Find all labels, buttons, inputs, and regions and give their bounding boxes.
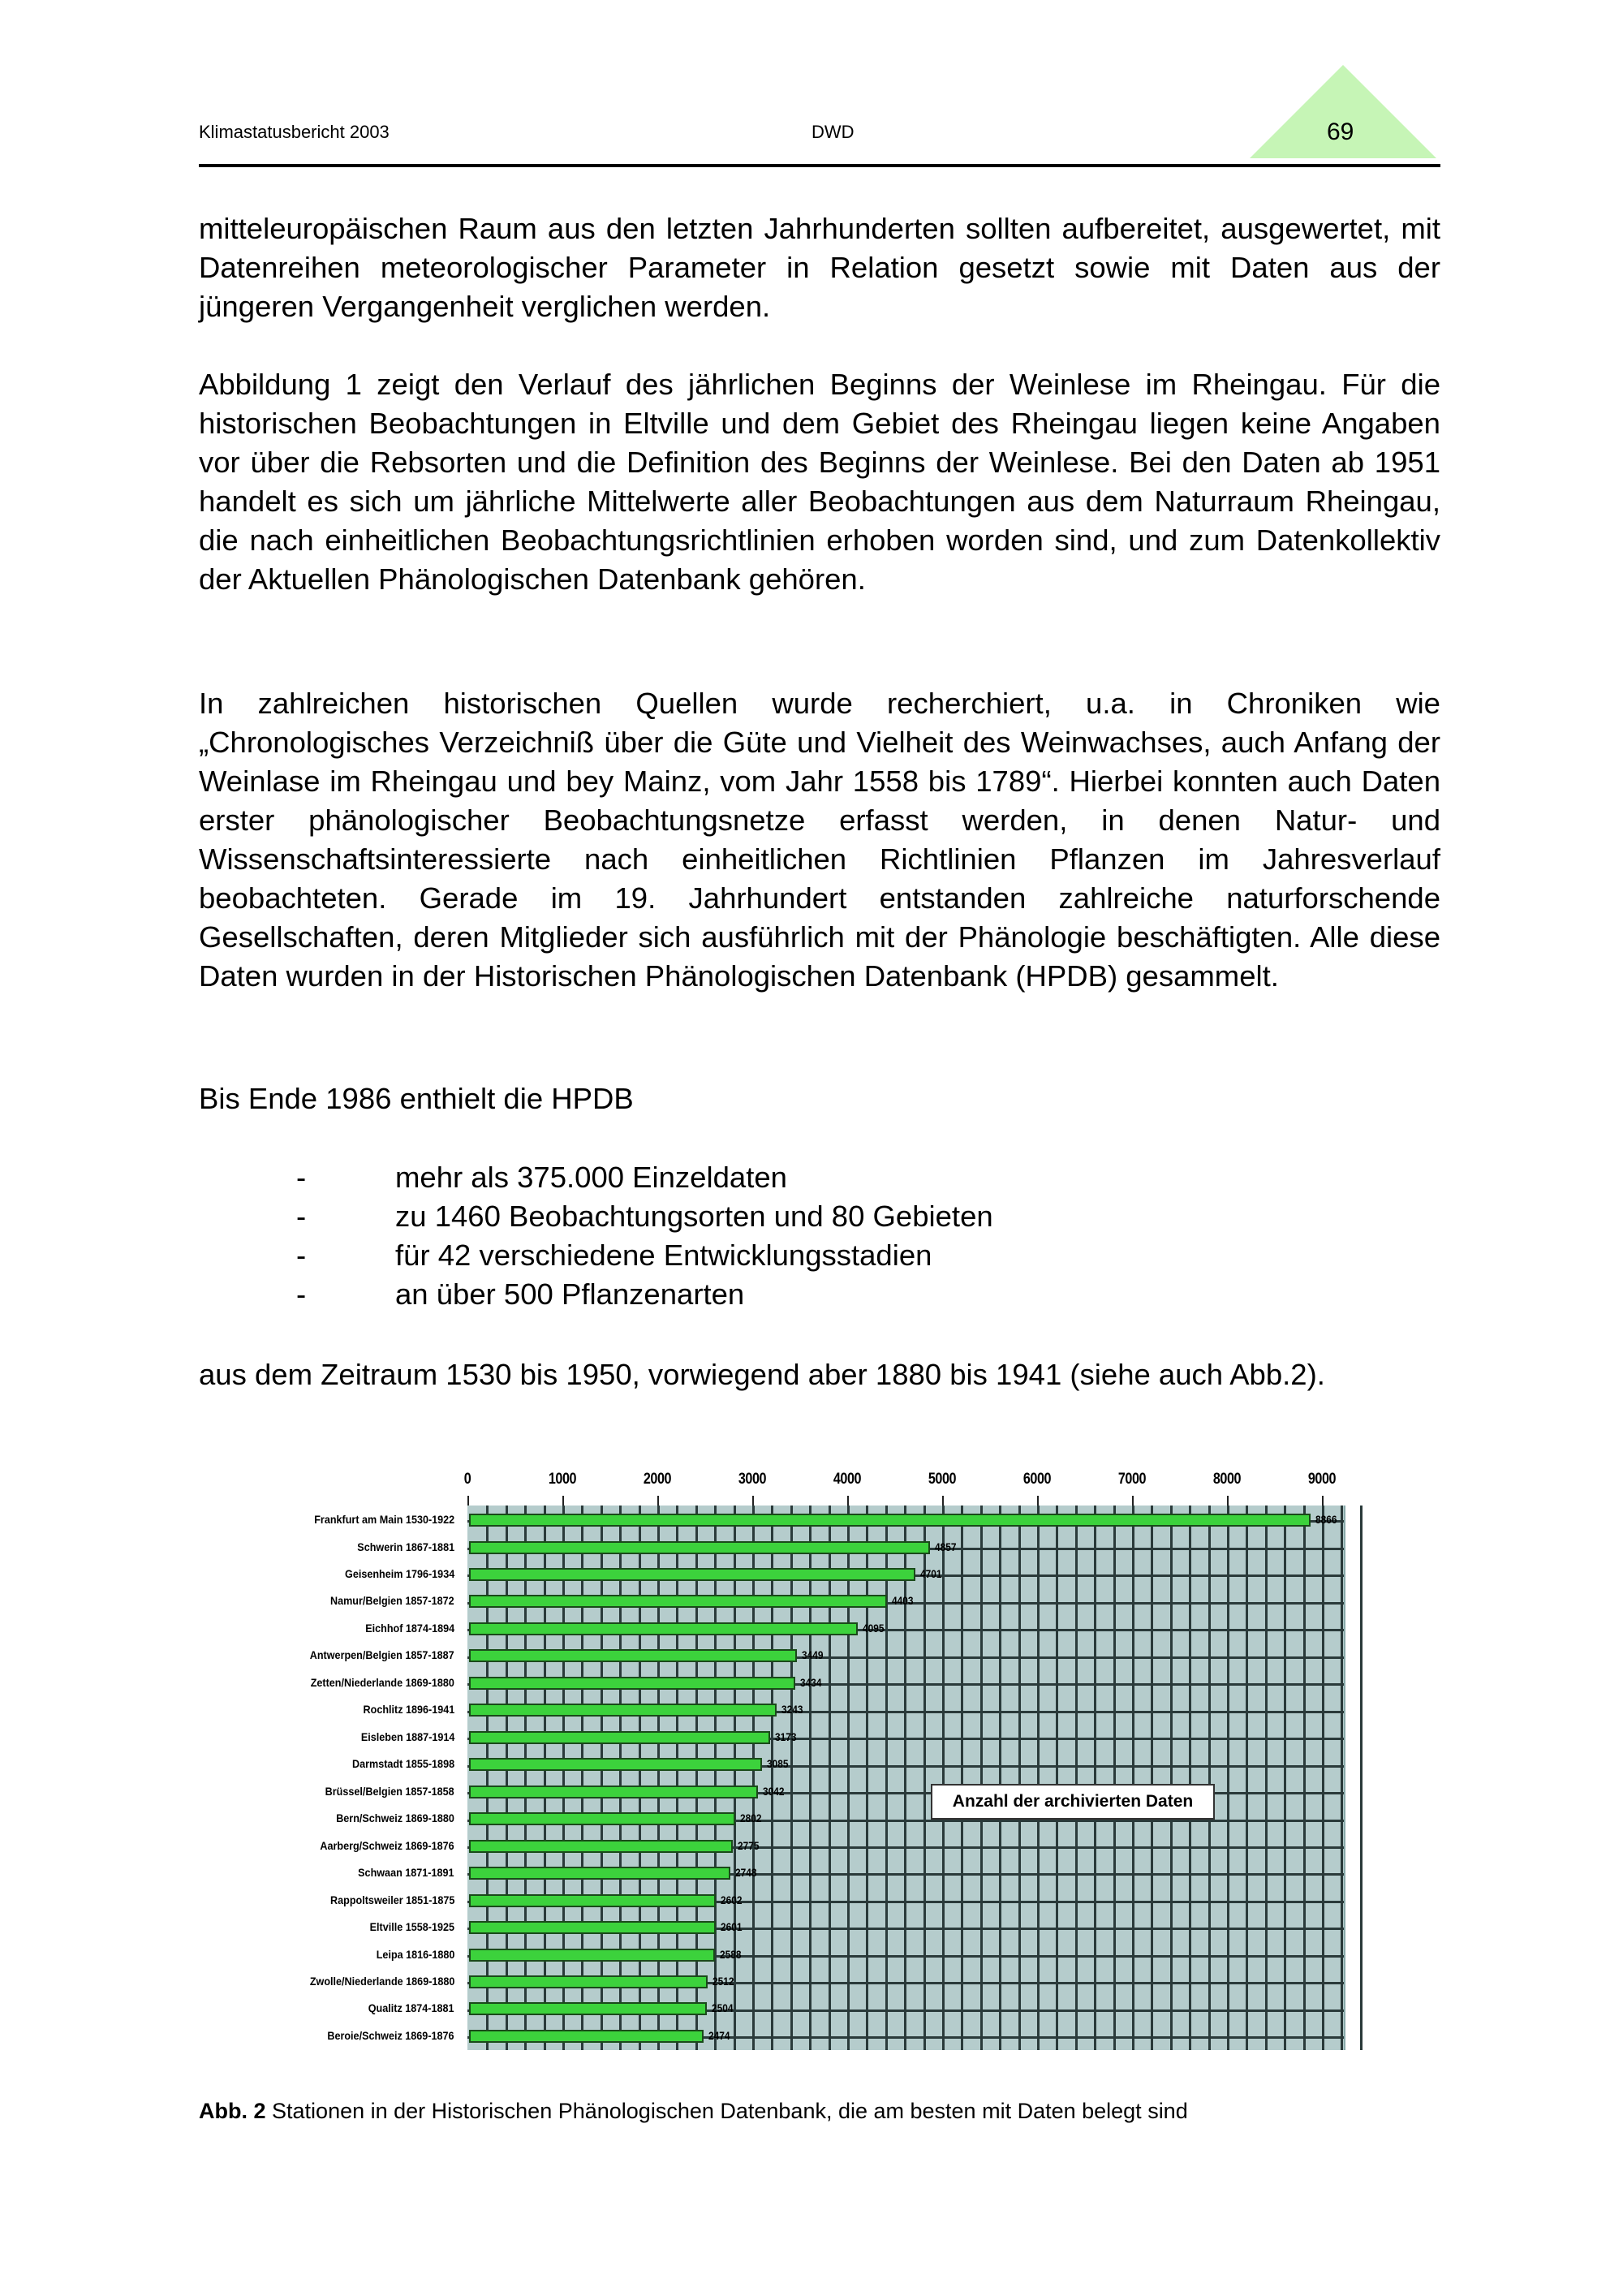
grid-line <box>809 1506 812 2050</box>
bar <box>469 1840 733 1853</box>
bar-value-label: 2601 <box>721 1920 743 1934</box>
list-item-text: an über 500 Pflanzenarten <box>395 1277 745 1311</box>
category-label: Rappoltsweiler 1851-1875 <box>329 1893 454 1906</box>
bar <box>469 1812 735 1825</box>
grid-line <box>790 1506 793 2050</box>
grid-line <box>619 1506 622 2050</box>
grid-line <box>885 1506 888 2050</box>
grid-line <box>961 1506 963 2050</box>
bar-value-label: 8866 <box>1315 1513 1337 1527</box>
bar <box>469 1867 730 1880</box>
bar-value-label: 2748 <box>734 1866 756 1880</box>
bar <box>469 1921 716 1934</box>
category-label: Darmstadt 1855-1898 <box>351 1757 454 1771</box>
list-dash: - <box>296 1161 307 1194</box>
bar-value-label: 4403 <box>892 1594 914 1608</box>
x-tick-label: 0 <box>463 1471 471 1488</box>
caption-text: Stationen in der Historischen Phänologischen Datenbank, die am besten mit Daten belegt sind <box>272 2099 1188 2123</box>
grid-line <box>1170 1506 1173 2050</box>
x-tick <box>1132 1496 1134 1506</box>
bar <box>469 1894 716 1907</box>
grid-line <box>1189 1506 1191 2050</box>
category-label: Geisenheim 1796-1934 <box>344 1566 454 1580</box>
bar <box>469 1731 770 1744</box>
category-label: Zwolle/Niederlande 1869-1880 <box>309 1974 454 1988</box>
x-tick <box>467 1496 469 1506</box>
category-label: Aarberg/Schweiz 1869-1876 <box>320 1838 454 1852</box>
header-rule <box>199 164 1440 167</box>
bar-value-label: 2588 <box>719 1947 742 1961</box>
x-tick-label: 9000 <box>1307 1471 1337 1488</box>
bar <box>469 1649 797 1662</box>
list-item-text: zu 1460 Beobachtungsorten und 80 Gebieten <box>395 1200 993 1233</box>
x-tick <box>1322 1496 1324 1506</box>
bar <box>469 1704 777 1717</box>
caption-label: Abb. 2 <box>199 2099 266 2123</box>
paragraph-text: aus dem Zeitraum 1530 bis 1950, vorwiegend aber 1880 bis 1941 (siehe auch Abb.2). <box>199 1358 1325 1391</box>
bar-value-label: 4857 <box>935 1540 957 1553</box>
grid-line <box>676 1506 678 2050</box>
bar-value-label: 4095 <box>863 1621 885 1635</box>
category-label: Rochlitz 1896-1941 <box>363 1703 454 1717</box>
page-number: 69 <box>1327 118 1354 145</box>
x-tick-label: 7000 <box>1117 1471 1147 1488</box>
x-tick <box>752 1496 754 1506</box>
bar-value-label: 2775 <box>737 1838 760 1852</box>
grid-line <box>1265 1506 1268 2050</box>
bar <box>469 2030 704 2043</box>
figure-caption <box>199 2099 1188 2124</box>
x-tick-label: 5000 <box>928 1471 957 1488</box>
x-tick <box>657 1496 659 1506</box>
grid-line <box>1341 1506 1343 2050</box>
grid-line <box>1322 1506 1324 2050</box>
bar-value-label: 3434 <box>799 1675 822 1689</box>
grid-line <box>1037 1506 1040 2050</box>
x-tick <box>562 1496 564 1506</box>
paragraph-2 <box>199 365 1440 599</box>
grid-line <box>601 1506 603 2050</box>
bar-value-label: 3243 <box>781 1703 803 1717</box>
category-label: Schwaan 1871-1891 <box>358 1866 454 1880</box>
x-tick-label: 1000 <box>548 1471 577 1488</box>
bar-value-label: 2802 <box>739 1811 762 1825</box>
x-tick <box>1227 1496 1229 1506</box>
bar <box>469 1595 887 1608</box>
bar <box>469 1975 708 1988</box>
bar <box>469 1541 930 1554</box>
grid-line <box>829 1506 831 2050</box>
bar <box>469 1514 1311 1527</box>
bar-value-label: 2474 <box>708 2028 730 2042</box>
list-dash: - <box>296 1277 307 1311</box>
grid-line <box>1056 1506 1058 2050</box>
list-dash: - <box>296 1200 307 1233</box>
category-label: Eisleben 1887-1914 <box>360 1730 454 1743</box>
grid-line <box>639 1506 641 2050</box>
grid-line <box>1151 1506 1153 2050</box>
grid-line <box>999 1506 1001 2050</box>
category-label: Eichhof 1874-1894 <box>365 1621 454 1635</box>
bar-value-label: 3042 <box>762 1784 785 1798</box>
plot-area <box>467 1506 1345 2050</box>
grid-line <box>1018 1506 1021 2050</box>
category-label: Eltville 1558-1925 <box>369 1920 454 1934</box>
bar <box>469 1568 915 1581</box>
x-tick-label: 3000 <box>738 1471 767 1488</box>
bar <box>469 1758 762 1771</box>
grid-line <box>506 1506 508 2050</box>
grid-line <box>752 1506 755 2050</box>
grid-line <box>714 1506 717 2050</box>
grid-line <box>847 1506 850 2050</box>
list-item-text: für 42 verschiedene Entwicklungsstadien <box>395 1238 932 1272</box>
bar <box>469 2002 707 2015</box>
category-label: Brüssel/Belgien 1857-1858 <box>325 1784 454 1798</box>
bar-value-label: 3085 <box>766 1757 789 1771</box>
x-tick-label: 8000 <box>1212 1471 1242 1488</box>
paragraph-3 <box>199 684 1440 996</box>
chart-legend: Anzahl der archivierten Daten <box>931 1784 1215 1820</box>
grid-line <box>562 1506 565 2050</box>
x-tick <box>847 1496 849 1506</box>
bar-value-label: 2504 <box>711 2001 734 2015</box>
bar <box>469 1786 758 1798</box>
bar-value-label: 4701 <box>920 1566 942 1580</box>
category-label: Bern/Schweiz 1869-1880 <box>336 1811 454 1825</box>
grid-line <box>942 1506 945 2050</box>
list-dash: - <box>296 1238 307 1272</box>
x-tick-label: 2000 <box>643 1471 672 1488</box>
paragraph-text: mitteleuropäischen Raum aus den letzten Jahrhunderten sollten aufbereitet, ausgewertet, mit Datenreihen meteorologischer Parameter in Relation gesetzt sowie mit Daten aus der jüngeren Vergangenheit verglichen werden. <box>199 212 1440 323</box>
grid-line <box>1113 1506 1116 2050</box>
paragraph-text: Bis Ende 1986 enthielt die HPDB <box>199 1082 634 1115</box>
grid-line <box>866 1506 868 2050</box>
category-label: Zetten/Niederlande 1869-1880 <box>310 1675 454 1689</box>
grid-line <box>904 1506 906 2050</box>
grid-line <box>1227 1506 1229 2050</box>
grid-line <box>544 1506 546 2050</box>
report-title: Klimastatusbericht 2003 <box>199 122 390 142</box>
grid-line <box>1208 1506 1211 2050</box>
bar <box>469 1677 795 1690</box>
paragraph-4 <box>199 1079 1440 1118</box>
publisher: DWD <box>812 122 855 142</box>
category-label: Antwerpen/Belgien 1857-1887 <box>310 1648 454 1662</box>
x-tick <box>1037 1496 1039 1506</box>
paragraph-5 <box>199 1355 1440 1394</box>
bar-value-label: 3173 <box>775 1730 797 1743</box>
category-label: Frankfurt am Main 1530-1922 <box>314 1513 454 1527</box>
grid-line <box>771 1506 773 2050</box>
paragraph-text: In zahlreichen historischen Quellen wurde recherchiert, u.a. in Chroniken wie „Chronologisches Verzeichniß über die Güte und Vielheit des Weinwachses, auch Anfang der Weinlase im Rheingau und bey Mainz, vom Jahr 1558 bis 1789“. Hierbei konnten auch Daten erster phänologischer Beobachtungsnetze erfasst werden, in denen Natur- und Wissenschaftsinteressierte nach einheitlichen Richtlinien Pflanzen im Jahresverlauf beobachteten. Gerade im 19. Jahrhundert entstanden zahlreiche naturforschende Gesellschaften, deren Mitglieder sich ausführlich mit der Phänologie beschäftigten. Alle diese Daten wurden in der Historischen Phänologischen Datenbank (HPDB) gesammelt. <box>199 687 1440 993</box>
x-tick-label: 4000 <box>833 1471 862 1488</box>
list-item-text: mehr als 375.000 Einzeldaten <box>395 1161 787 1194</box>
grid-line <box>734 1506 736 2050</box>
x-tick-label: 6000 <box>1022 1471 1052 1488</box>
category-label: Leipa 1816-1880 <box>376 1947 454 1961</box>
grid-line <box>1094 1506 1096 2050</box>
grid-line <box>695 1506 698 2050</box>
category-label: Schwerin 1867-1881 <box>357 1540 454 1553</box>
grid-line <box>923 1506 926 2050</box>
grid-line <box>1284 1506 1286 2050</box>
grid-line <box>1075 1506 1078 2050</box>
grid-line <box>581 1506 583 2050</box>
bar <box>469 1949 715 1962</box>
x-tick <box>942 1496 944 1506</box>
bar-value-label: 2512 <box>712 1974 734 1988</box>
grid-line <box>1360 1506 1363 2050</box>
grid-line <box>1246 1506 1248 2050</box>
grid-line <box>1303 1506 1306 2050</box>
paragraph-text: Abbildung 1 zeigt den Verlauf des jährlichen Beginns der Weinlese im Rheingau. Für die historischen Beobachtungen in Eltville und dem Gebiet des Rheingau liegen keine Angaben vor über die Rebsorten und die Definition des Beginns der Weinlese. Bei den Daten ab 1951 handelt es sich um jährliche Mittelwerte aller Beobachtungen aus dem Naturraum Rheingau, die nach einheitlichen Beobachtungsrichtlinien erhoben worden sind, und zum Datenkollektiv der Aktuellen Phänologischen Datenbank gehören. <box>199 368 1440 596</box>
grid-line <box>657 1506 660 2050</box>
grid-line <box>1132 1506 1134 2050</box>
category-label: Qualitz 1874-1881 <box>368 2001 454 2015</box>
category-label: Namur/Belgien 1857-1872 <box>330 1594 454 1608</box>
grid-line <box>524 1506 527 2050</box>
bar-value-label: 3449 <box>801 1648 824 1662</box>
bar <box>469 1622 858 1635</box>
paragraph-1 <box>199 209 1440 326</box>
grid-line <box>486 1506 489 2050</box>
page-header <box>199 118 1440 170</box>
category-label: Beroie/Schweiz 1869-1876 <box>327 2028 454 2042</box>
bar-value-label: 2602 <box>721 1893 743 1906</box>
grid-line <box>980 1506 983 2050</box>
